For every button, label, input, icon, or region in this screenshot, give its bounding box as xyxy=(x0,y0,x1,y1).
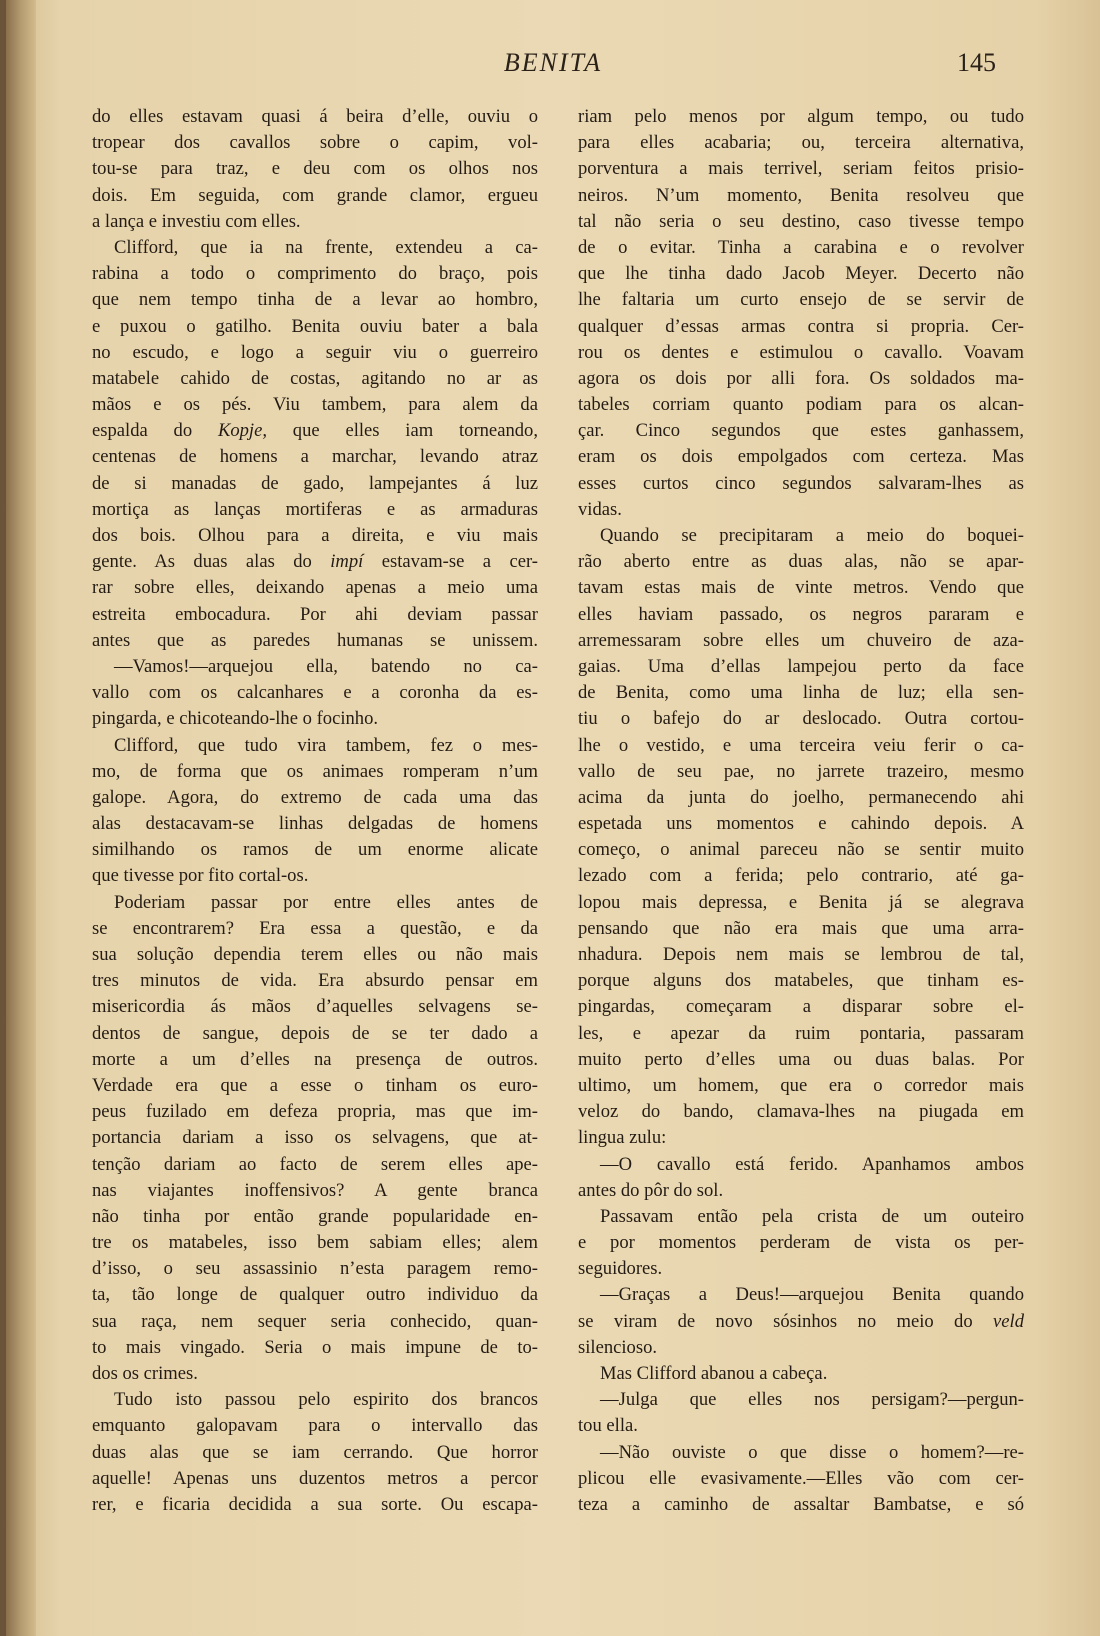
text-line: rou os dentes e estimulou o cavallo. Voavam xyxy=(578,341,1024,363)
text-line: esses curtos cinco segundos salvaram-lhes as xyxy=(578,472,1024,494)
text-line: acima da junta do joelho, permanecendo ahi xyxy=(578,786,1024,808)
text-line: neiros. N’um momento, Benita resolveu que xyxy=(578,184,1024,206)
text-line: pingardas, começaram a disparar sobre el- xyxy=(578,996,1024,1018)
text-line: tre os matabeles, isso bem sabiam elles; alem xyxy=(92,1232,538,1254)
text-line: tres minutos de vida. Era absurdo pensar em xyxy=(92,970,538,992)
text-column-left xyxy=(92,104,538,1518)
text-line: aquelle! Apenas uns duzentos metros a percor xyxy=(92,1467,538,1489)
text-line: emquanto galopavam para o intervallo das xyxy=(92,1415,538,1437)
text-line: antes do pôr do sol. xyxy=(578,1179,724,1201)
text-line: que lhe tinha dado Jacob Meyer. Decerto não xyxy=(578,263,1024,285)
text-line: vidas. xyxy=(578,498,622,520)
text-line: não tinha por então grande popularidade en- xyxy=(92,1205,538,1227)
text-line: se viram de novo sósinhos no meio do veld xyxy=(578,1310,1024,1332)
text-line: tenção dariam ao facto de serem elles ape- xyxy=(92,1153,538,1175)
text-line: matabele cahido de costas, agitando no ar as xyxy=(92,367,538,389)
text-line: vallo de seu pae, no jarrete trazeiro, mesmo xyxy=(578,760,1024,782)
text-line: portancia dariam a isso os selvagens, que at- xyxy=(92,1127,538,1149)
text-line: veloz do bando, clamava-lhes na piugada em xyxy=(578,1101,1024,1123)
text-line: seguidores. xyxy=(578,1258,663,1280)
text-line: a lança e investiu com elles. xyxy=(92,210,301,232)
text-line: ultimo, um homem, que era o corredor mais xyxy=(578,1074,1024,1096)
text-line: tou ella. xyxy=(578,1415,638,1437)
text-line: vallo com os calcanhares e a coronha da es- xyxy=(92,682,538,704)
text-line: e puxou o gatilho. Benita ouviu bater a bala xyxy=(92,315,538,337)
text-line: do elles estavam quasi á beira d’elle, ouviu o xyxy=(92,106,538,127)
text-line: nas viajantes inoffensivos? A gente branca xyxy=(92,1179,538,1201)
text-line: ta, tão longe de qualquer outro individuo da xyxy=(92,1284,538,1306)
text-line: Clifford, que tudo vira tambem, fez o mes- xyxy=(114,734,538,756)
text-line: pingarda, e chicoteando-lhe o focinho. xyxy=(92,708,379,730)
text-line: similhando os ramos de um enorme alicate xyxy=(92,839,538,861)
text-line: muito perto d’elles uma ou duas balas. Por xyxy=(578,1048,1024,1070)
text-line: dos os crimes. xyxy=(92,1363,198,1384)
text-line: para elles acabaria; ou, terceira alternativa, xyxy=(578,132,1024,154)
text-line: misericordia ás mãos d’aquelles selvagens se- xyxy=(92,996,538,1018)
text-line: lhe o vestido, e uma terceira veiu ferir o ca- xyxy=(578,734,1024,756)
text-line: lopou mais depressa, e Benita já se alegrava xyxy=(578,891,1024,913)
text-line: tou-se para traz, e deu com os olhos nos xyxy=(92,158,538,180)
text-line: tavam estas mais de vinte metros. Vendo que xyxy=(578,577,1024,599)
text-line: çar. Cinco segundos que estes ganhassem, xyxy=(578,420,1024,442)
text-line: no escudo, e logo a seguir viu o guerreiro xyxy=(92,341,538,363)
text-line: —Graças a Deus!—arquejou Benita quando xyxy=(600,1284,1024,1306)
text-line: silencioso. xyxy=(578,1336,658,1358)
text-line: —Julga que elles nos persigam?—pergun- xyxy=(600,1389,1024,1411)
text-line: gente. As duas alas do impí estavam-se a cer- xyxy=(92,551,538,573)
text-line: peus fuzilado em defeza propria, mas que im- xyxy=(92,1101,538,1123)
text-line: rer, e ficaria decidida a sua sorte. Ou escapa- xyxy=(92,1493,538,1515)
text-line: galope. Agora, do extremo de cada uma das xyxy=(92,786,538,808)
text-line: —Não ouviste o que disse o homem?—re- xyxy=(600,1441,1024,1463)
text-line: dentos de sangue, depois de se ter dado a xyxy=(92,1022,538,1044)
text-line: pensando que não era mais que uma arra- xyxy=(578,917,1024,939)
text-line: Clifford, que ia na frente, extendeu a ca- xyxy=(114,236,538,258)
text-line: que tivesse por fito cortal-os. xyxy=(92,865,309,887)
text-line: centenas de homens a marchar, levando atraz xyxy=(92,446,538,468)
text-line: dos bois. Olhou para a direita, e viu mais xyxy=(92,525,538,546)
text-line: morte a um d’elles na presença de outros. xyxy=(92,1048,538,1070)
text-line: espalda do Kopje, que elles iam torneando, xyxy=(92,420,538,442)
text-line: agora os dois por alli fora. Os soldados ma- xyxy=(578,367,1024,389)
text-line: rabina a todo o comprimento do braço, pois xyxy=(92,263,538,285)
text-line: Tudo isto passou pelo espirito dos brancos xyxy=(114,1389,538,1411)
text-line: arremessaram sobre elles um chuveiro de aza- xyxy=(578,629,1024,651)
text-line: tal não seria o seu destino, caso tivesse tempo xyxy=(578,210,1024,232)
text-line: porque alguns dos matabeles, que tinham es- xyxy=(578,970,1024,992)
text-line: Verdade era que a esse o tinham os euro- xyxy=(92,1074,538,1096)
text-line: lhe faltaria um curto ensejo de se servir de xyxy=(578,289,1024,311)
text-line: duas alas que se iam cerrando. Que horror xyxy=(92,1441,538,1463)
text-line: rar sobre elles, deixando apenas a meio uma xyxy=(92,577,538,599)
text-line: tiu o bafejo do ar deslocado. Outra cortou- xyxy=(578,708,1024,730)
text-line: mãos e os pés. Viu tambem, para alem da xyxy=(92,394,538,416)
text-line: qualquer d’essas armas contra si propria. Cer- xyxy=(578,315,1024,337)
book-page xyxy=(6,0,1100,1636)
page-number: 145 xyxy=(957,48,996,77)
text-line: antes que as paredes humanas se unissem. xyxy=(92,629,538,651)
text-line: tabeles corriam quanto podiam para os alcan- xyxy=(578,394,1024,416)
text-line: nhadura. Depois nem mais se lembrou de tal, xyxy=(578,944,1024,965)
text-line: lingua zulu: xyxy=(578,1127,667,1149)
text-line: Poderiam passar por entre elles antes de xyxy=(114,891,538,913)
italic-term: veld xyxy=(993,1310,1024,1332)
text-line: de o evitar. Tinha a carabina e o revolver xyxy=(578,236,1024,258)
text-line: porventura a mais terrivel, seriam feitos prisio- xyxy=(578,158,1024,180)
text-line: mortiça as lanças mortiferas e as armaduras xyxy=(92,498,538,520)
text-line: estreita embocadura. Por ahi deviam passar xyxy=(92,603,538,625)
text-line: sua solução dependia terem elles ou não mais xyxy=(92,944,538,965)
running-title: BENITA xyxy=(503,48,603,77)
text-column-right xyxy=(578,104,1024,1518)
text-line: les, e apezar da ruim pontaria, passaram xyxy=(578,1022,1024,1044)
italic-term: impí xyxy=(330,551,364,573)
binding-shadow xyxy=(6,0,36,1636)
text-line: plicou elle evasivamente.—Elles vão com cer- xyxy=(578,1467,1024,1489)
text-line: Passavam então pela crista de um outeiro xyxy=(600,1205,1024,1227)
text-line: teza a caminho de assaltar Bambatse, e só xyxy=(578,1493,1024,1515)
text-line: riam pelo menos por algum tempo, ou tudo xyxy=(578,106,1024,127)
text-line: começo, o animal pareceu não se sentir muito xyxy=(578,839,1024,861)
text-line: espetada uns momentos e cahindo depois. A xyxy=(578,813,1024,835)
text-line: mo, de forma que os animaes romperam n’um xyxy=(92,760,538,782)
text-line: alas destacavam-se linhas delgadas de homens xyxy=(92,813,538,835)
text-line: tropear dos cavallos sobre o capim, vol- xyxy=(92,132,538,154)
text-line: de Benita, como uma linha de luz; ella sen- xyxy=(578,682,1024,704)
text-line: lezado com a ferida; pelo contrario, até ga- xyxy=(578,865,1024,887)
text-line: —Vamos!—arquejou ella, batendo no ca- xyxy=(114,655,538,677)
text-line: —O cavallo está ferido. Apanhamos ambos xyxy=(600,1153,1024,1175)
text-line: rão aberto entre as duas alas, não se apar- xyxy=(578,551,1024,573)
text-line: to mais vingado. Seria o mais impune de to- xyxy=(92,1336,538,1358)
text-line: Mas Clifford abanou a cabeça. xyxy=(600,1363,828,1384)
text-line: e por momentos perderam de vista os per- xyxy=(578,1232,1024,1254)
text-line: que nem tempo tinha de a levar ao hombro, xyxy=(92,289,538,311)
text-line: de si manadas de gado, lampejantes á luz xyxy=(92,472,538,494)
text-line: elles haviam passado, os negros pararam e xyxy=(578,603,1024,625)
italic-term: Kopje, xyxy=(217,420,268,442)
text-line: d’isso, o seu assassinio n’esta paragem remo- xyxy=(92,1258,538,1280)
text-line: Quando se precipitaram a meio do boquei- xyxy=(600,525,1024,546)
text-line: gaias. Uma d’ellas lampejou perto da face xyxy=(578,655,1024,677)
text-line: se encontrarem? Era essa a questão, e da xyxy=(92,917,538,939)
text-line: eram os dois empolgados com certeza. Mas xyxy=(578,446,1024,468)
text-line: sua raça, nem sequer seria conhecido, quan- xyxy=(92,1310,538,1332)
text-line: dois. Em seguida, com grande clamor, ergueu xyxy=(92,184,538,206)
